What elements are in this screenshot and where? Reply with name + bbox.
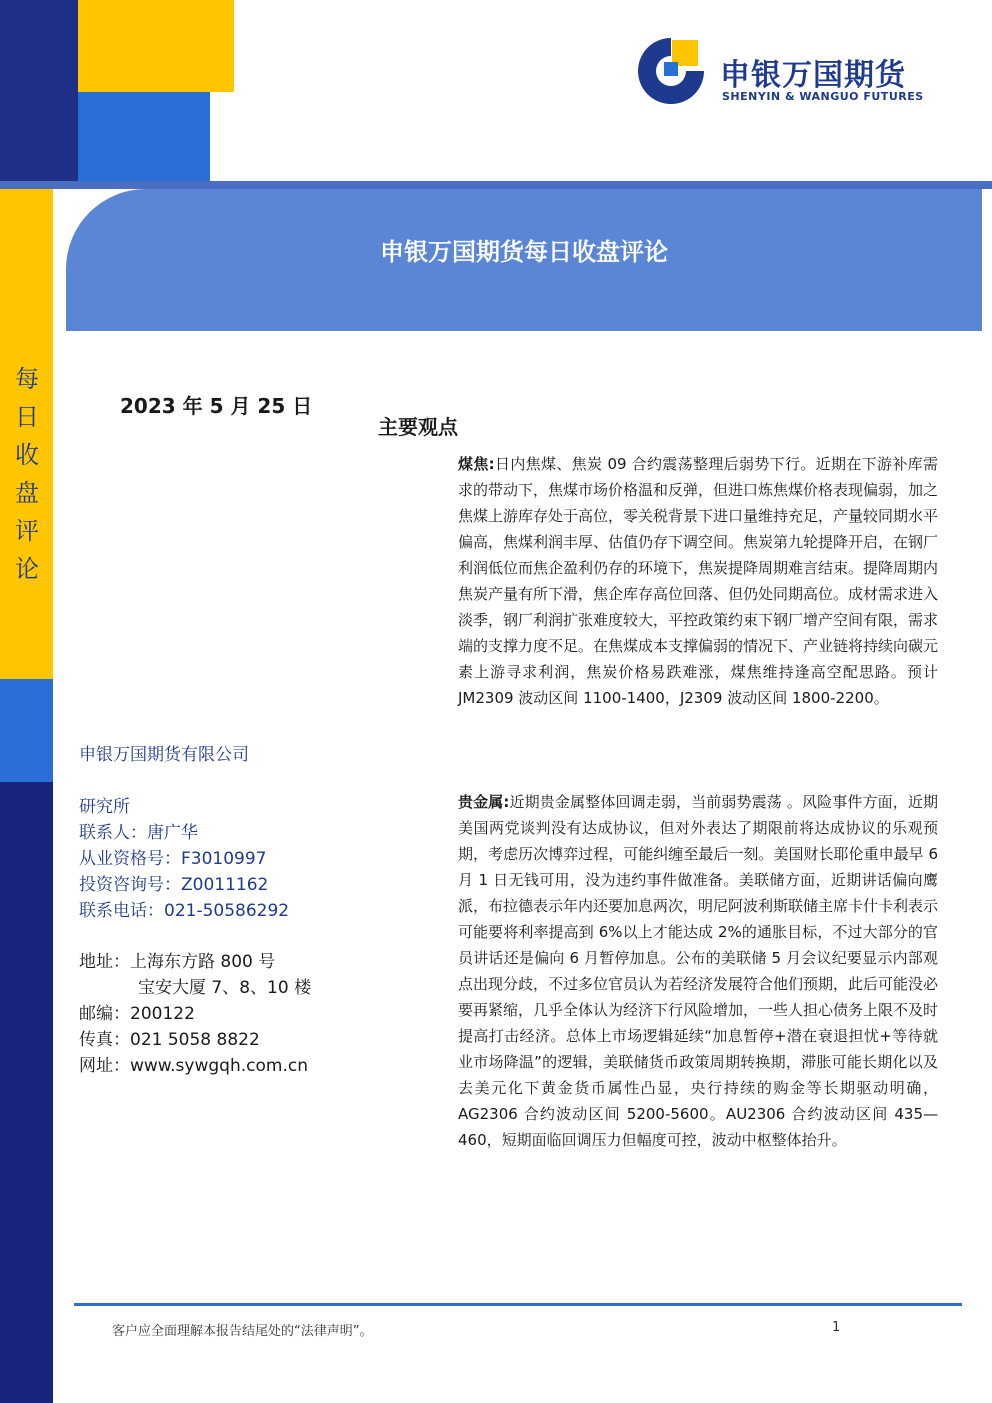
paragraph-label: 贵金属: — [458, 793, 510, 811]
sidebar-blue-block — [0, 679, 53, 782]
header-divider — [0, 181, 992, 189]
contact-license: 从业资格号：F3010997 — [79, 849, 267, 869]
paragraph-text: 日内焦煤、焦炭 09 合约震荡整理后弱势下行。近期在下游补库需求的带动下，焦煤市场价格温和反弹，但进口炼焦煤价格表现偏弱，加之焦煤上游库存处于高位，零关税背景下进口量维持充足，产量较同期水平偏高，焦煤利润丰厚、估值仍存下调空间。焦炭第九轮提降开启，在钢厂利润低位而焦企盈利仍存的环境下，焦炭提降周期难言结束。提降周期内焦炭产量有所下滑，焦企库存高位回落、但仍处同期高位。成材需求进入淡季，钢厂利润扩张难度较大，平控政策约束下钢厂增产空间有限，需求端的支撑力度不足。在焦煤成本支撑偏弱的情况下、产业链将持续向碳元素上游寻求利润，焦炭价格易跌难涨，煤焦维持逢高空配思路。预计 JM2309 波动区间 1100-1400，J2309 波动区间 1800-2200。 — [458, 455, 939, 707]
contact-person: 联系人：唐广华 — [79, 823, 198, 843]
paragraph-text: 近期贵金属整体回调走弱，当前弱势震荡 。风险事件方面，近期美国两党谈判没有达成协议，但对外表达了期限前将达成协议的乐观预期，考虑历次博弈过程，可能纠缠至最后一刻。美国财长耶伦重申最早 6 月 1 日无钱可用，没为违约事件做准备。美联储方面，近期讲话偏向鹰派，布拉德表示年内还要加息两次，明尼阿波利斯联储主席卡什卡利表示可能要将利率提高到 6%以上才能达成 2%的通胀目标，不过大部分的官员讲话还是偏向 6 月暂停加息。公布的美联储 5 月会议纪要显示内部观点出现分歧，不过多位官员认为若经济发展符合他们预期，此后可能没必要再紧缩，几乎全体认为经济下行风险增加，一些人担心债务上限不及时提高打击经济。总体上市场逻辑延续“加息暂停+潜在衰退担忧+等待就业市场降温”的逻辑，美联储货币政策周期转换期，滞胀可能长期化以及去美元化下黄金货币属性凸显，央行持续的购金等长期驱动明确，AG2306 合约波动区间 5200-5600。AU2306 合约波动区间 435—460，短期面临回调压力但幅度可控，波动中枢整体抬升。 — [458, 793, 939, 1149]
sidebar-navy-block — [0, 782, 53, 1403]
section-title: 主要观点 — [378, 415, 458, 439]
company-name: 申银万国期货有限公司 — [79, 745, 249, 765]
report-title: 申银万国期货每日收盘评论 — [380, 238, 668, 266]
address-line2: 宝安大厦 7、8、10 楼 — [138, 978, 312, 998]
contact-advisory: 投资咨询号：Z0011162 — [79, 875, 269, 895]
paragraph-coal-coke — [458, 451, 938, 711]
company-logo-icon — [636, 36, 706, 106]
contact-block — [79, 794, 289, 924]
logo-name-en: SHENYIN & WANGUO FUTURES — [722, 90, 924, 103]
footer-divider — [74, 1303, 962, 1306]
report-date: 2023 年 5 月 25 日 — [120, 394, 313, 418]
sidebar-vertical-title: 每日收盘评论 — [15, 365, 39, 583]
contact-dept: 研究所 — [79, 797, 130, 817]
address-postcode: 邮编：200122 — [79, 1004, 195, 1024]
footer-disclaimer: 客户应全面理解本报告结尾处的“法律声明”。 — [112, 1324, 373, 1339]
paragraph-label: 煤焦: — [458, 455, 495, 473]
page-number: 1 — [832, 1320, 841, 1335]
address-website: 网址：www.sywgqh.com.cn — [79, 1056, 308, 1076]
address-line1: 地址：上海东方路 800 号 — [79, 952, 276, 972]
logo-name-cn: 申银万国期货 — [720, 58, 906, 93]
address-block — [79, 949, 311, 1079]
address-fax: 传真：021 5058 8822 — [79, 1030, 260, 1050]
contact-phone: 联系电话：021-50586292 — [79, 901, 290, 921]
paragraph-precious-metals — [458, 789, 938, 1153]
